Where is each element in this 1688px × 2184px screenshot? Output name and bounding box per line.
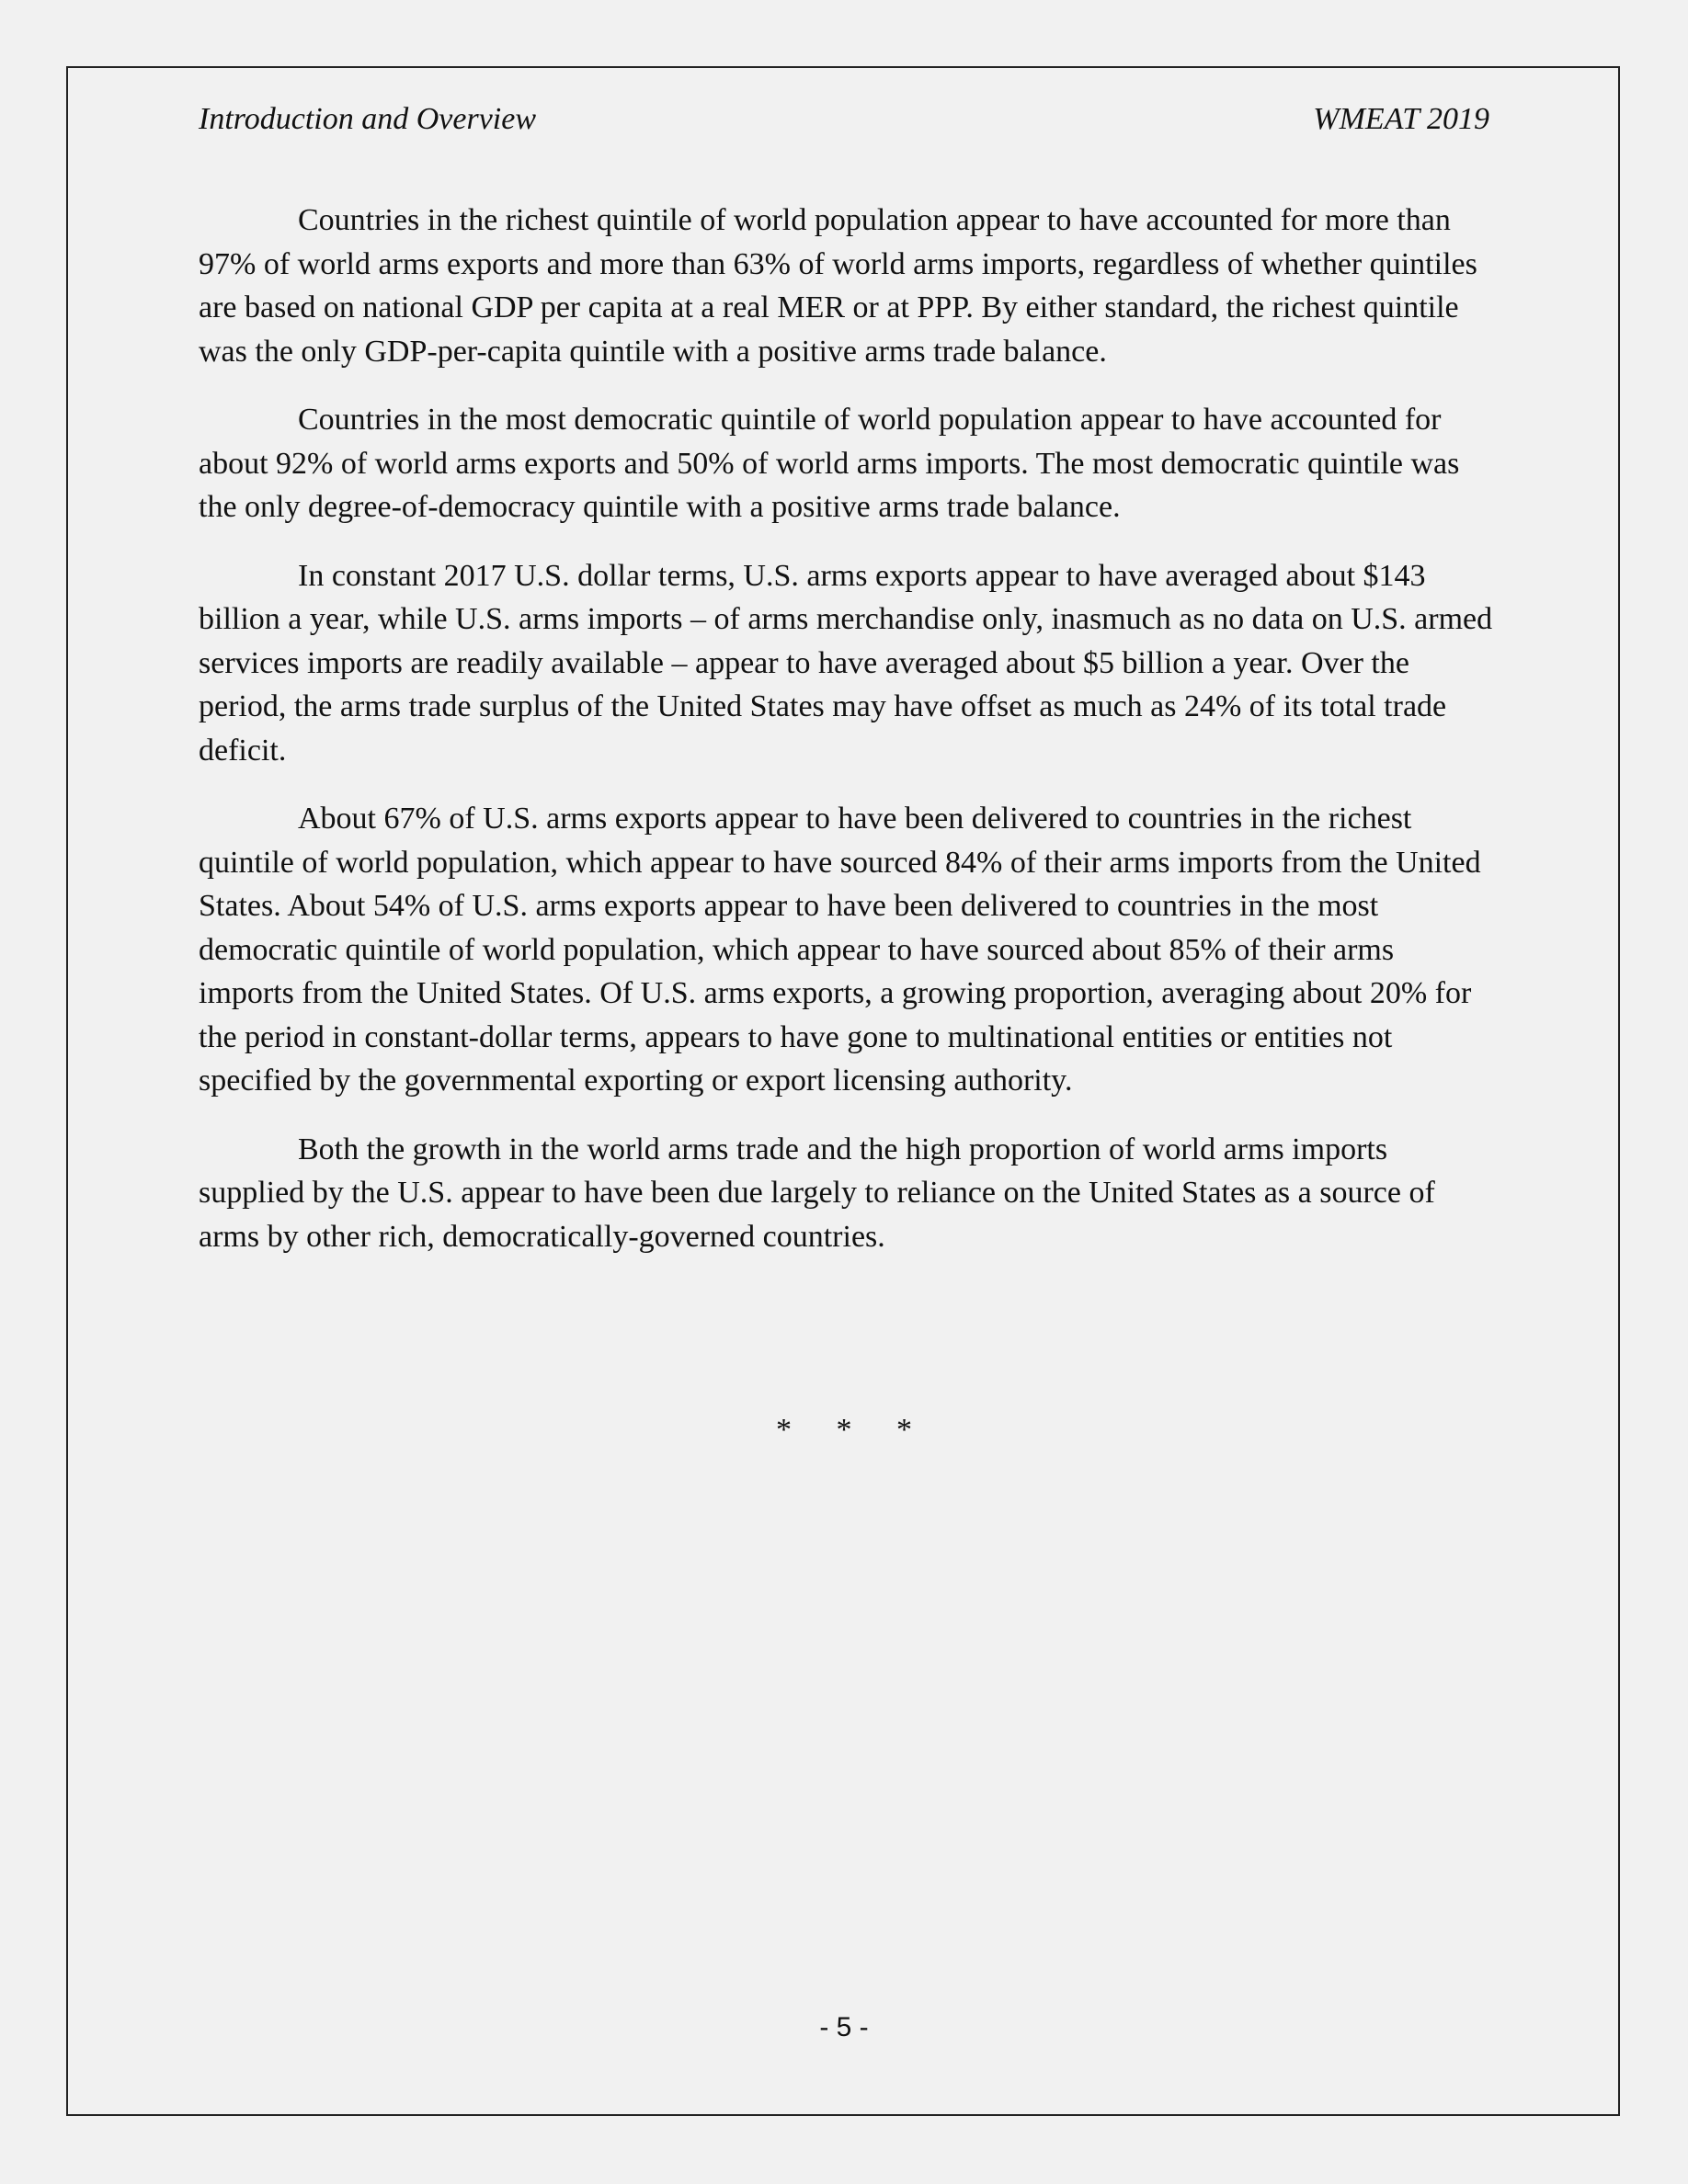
section-separator: * * * (776, 1413, 912, 1447)
paragraph-growth: Both the growth in the world arms trade and the high proportion of world arms imports supplied by the U.S. appear to have been due largely to reliance on the United States as a source of arms by other rich, democratically-governed countries. (199, 1132, 1435, 1254)
running-header (199, 99, 1489, 140)
page-number: - 5 - (819, 2012, 869, 2042)
paragraph-democratic-quintile: Countries in the most democratic quintile of world population appear to have accounted for about 92% of world arms exports and 50% of world arms imports. The most democratic quintile was the only degree-of-democracy quintile with a positive arms trade balance. (199, 403, 1460, 524)
section-title: Introduction and Overview (199, 102, 536, 136)
body-text (199, 199, 1495, 1283)
paragraph-us-trade: In constant 2017 U.S. dollar terms, U.S. arms exports appear to have averaged about $143 billion a year, while U.S. arms imports – of arms merchandise only, inasmuch as no data on U.S. armed services imports are readily available – appear to have averaged about $5 billion a year. Over the period, the arms trade surplus of the United States may have offset as much as 24% of its total trade deficit. (199, 558, 1493, 768)
paragraph-richest-quintile: Countries in the richest quintile of world population appear to have accounted for more than 97% of world arms exports and more than 63% of world arms imports, regardless of whether quintiles are based on national GDP per capita at a real MER or at PPP. By either standard, the richest quintile was the only GDP-per-capita quintile with a positive arms trade balance. (199, 203, 1477, 369)
report-title: WMEAT 2019 (1313, 102, 1489, 136)
paragraph-us-exports: About 67% of U.S. arms exports appear to have been delivered to countries in the richest quintile of world population, which appear to have sourced 84% of their arms imports from the United States. About 54% of U.S. arms exports appear to have been delivered to countries in the most democratic quintile of world population, which appear to have sourced about 85% of their arms imports from the United States. Of U.S. arms exports, a growing proportion, averaging about 20% for the period in constant-dollar terms, appears to have gone to multinational entities or entities not specified by the governmental exporting or export licensing authority. (199, 802, 1481, 1098)
